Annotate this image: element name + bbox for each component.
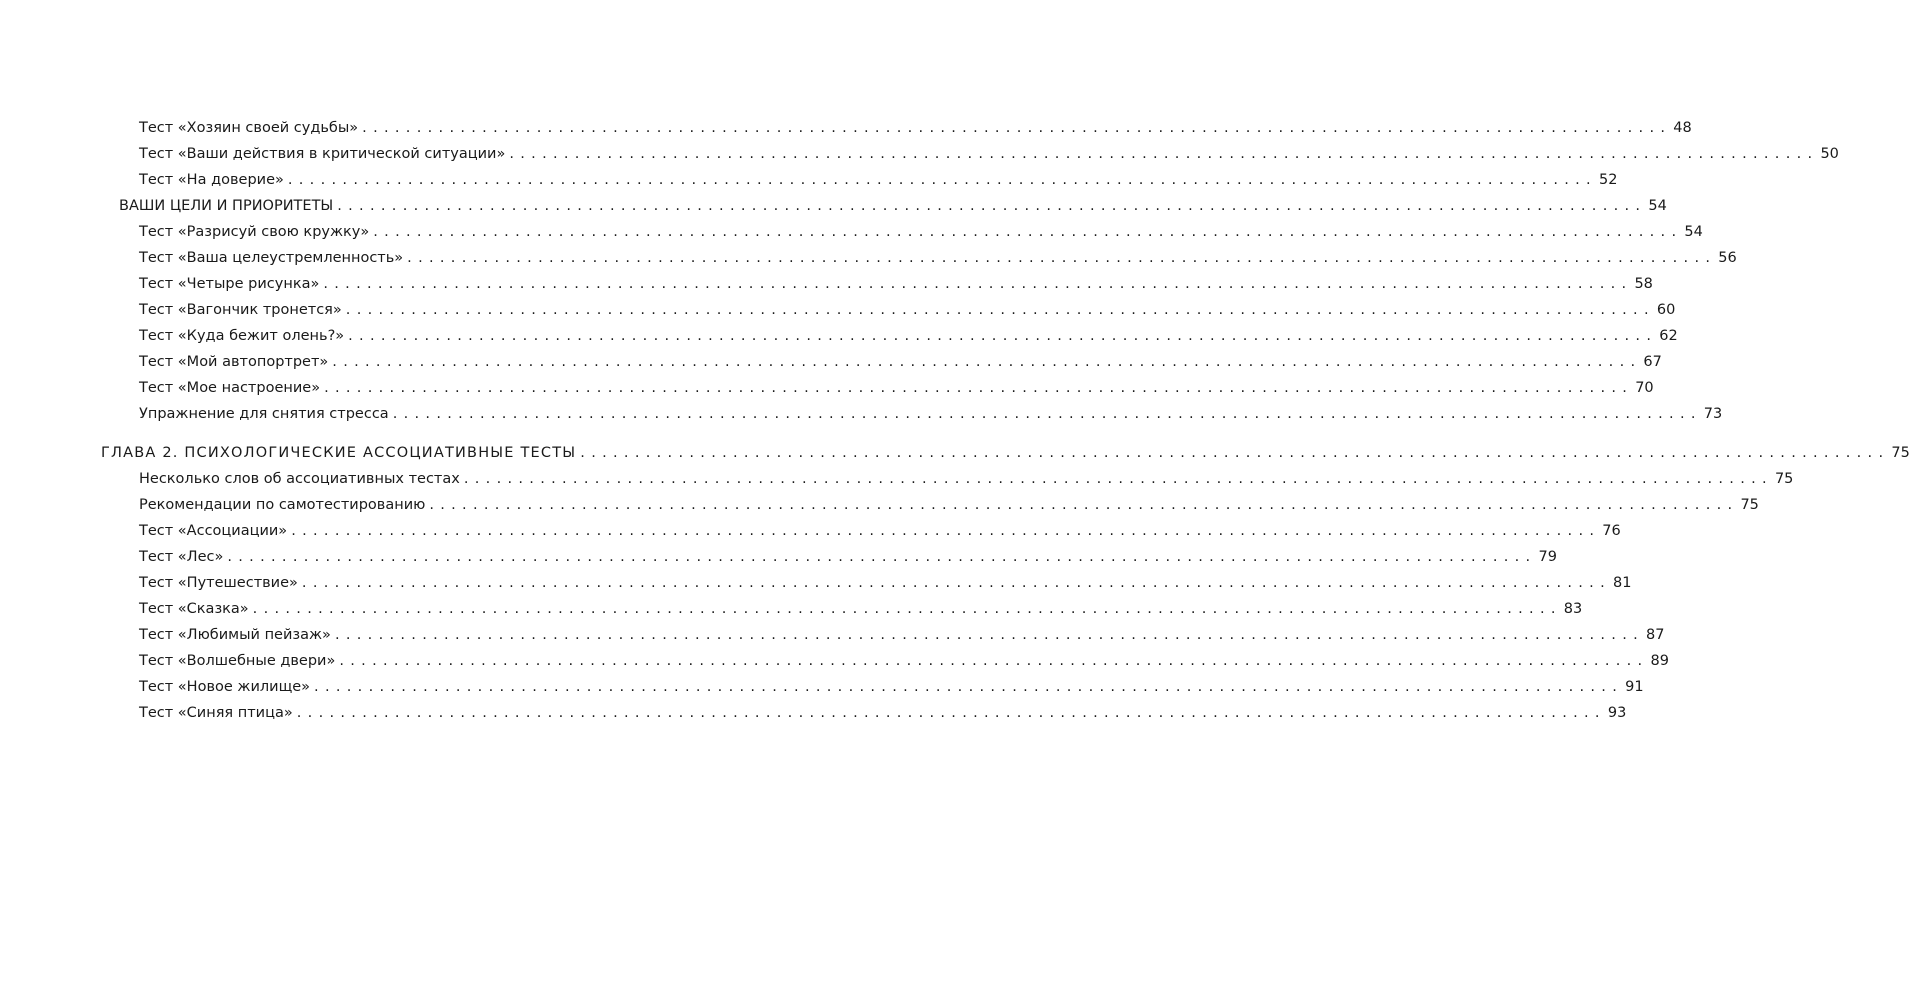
toc-entry[interactable]: [139, 598, 1583, 620]
toc-entry-page: 93: [1607, 705, 1627, 721]
toc-entry-page: 58: [1634, 276, 1653, 292]
toc-entry[interactable]: [139, 247, 1737, 269]
toc-entry[interactable]: [139, 650, 1669, 672]
toc-entry[interactable]: [139, 143, 1839, 165]
toc-leader-dots: ........................................................................................................................: [407, 250, 1717, 266]
toc-entry-page: 91: [1625, 679, 1644, 695]
toc-entry-page: 50: [1820, 146, 1839, 162]
toc-leader-dots: ........................................................................................................................: [332, 354, 1642, 370]
toc-entry-page: 70: [1635, 380, 1654, 396]
toc-leader-dots: ........................................................................................................................: [323, 276, 1633, 292]
toc-entry-title: Упражнение для снятия стресса: [139, 406, 389, 422]
toc-leader-dots: ........................................................................................................................: [345, 302, 1655, 318]
toc-entry-title: Тест «Разрисуй свою кружку»: [139, 224, 370, 240]
toc-leader-dots: ........................................................................................................................: [301, 575, 1612, 591]
toc-entry[interactable]: [139, 273, 1653, 295]
toc-entry[interactable]: [139, 403, 1723, 425]
toc-leader-dots: ........................................................................................................................: [334, 627, 1645, 643]
toc-leader-dots: ........................................................................................................................: [392, 406, 1702, 422]
toc-entry-page: 79: [1538, 549, 1557, 565]
toc-entry-title: Тест «Вагончик тронется»: [139, 302, 342, 318]
toc-entry-title: Тест «Лес»: [139, 549, 224, 565]
toc-leader-dots: ........................................................................................................................: [287, 172, 1597, 188]
toc-entry-title: Рекомендации по самотестированию: [139, 497, 426, 513]
toc-entry-title: Тест «Путешествие»: [139, 575, 298, 591]
toc-entry[interactable]: [139, 572, 1632, 594]
toc-leader-dots: ........................................................................................................................: [429, 497, 1739, 513]
toc-entry-title: Тест «На доверие»: [139, 172, 284, 188]
toc-entry[interactable]: [139, 221, 1703, 243]
toc-entry-title: Несколько слов об ассоциативных тестах: [139, 471, 460, 487]
toc-entry-page: 48: [1673, 120, 1692, 136]
toc-entry-page: 76: [1602, 523, 1621, 539]
toc-entry[interactable]: [139, 494, 1759, 516]
toc-entry-page: 54: [1684, 224, 1703, 240]
toc-entry-title: Тест «Синяя птица»: [139, 705, 293, 721]
toc-leader-dots: ........................................................................................................................: [373, 224, 1683, 240]
toc-entry-title: Тест «Ваша целеустремленность»: [139, 250, 404, 266]
toc-entry-title: Тест «Хозяин своей судьбы»: [139, 120, 359, 136]
toc-entry[interactable]: [139, 351, 1662, 373]
toc-entry[interactable]: [139, 299, 1676, 321]
toc-leader-dots: ........................................................................................................................: [348, 328, 1658, 344]
toc-entry-page: 89: [1650, 653, 1669, 669]
toc-leader-dots: ........................................................................................................................: [337, 198, 1647, 214]
toc-entry-page: 54: [1648, 198, 1667, 214]
toc-entry-title: Тест «Сказка»: [139, 601, 249, 617]
toc-leader-dots: ........................................................................................................................: [509, 146, 1819, 162]
toc-leader-dots: ........................................................................................................................: [580, 445, 1890, 461]
toc-leader-dots: ........................................................................................................................: [324, 380, 1634, 396]
toc-entry-page: 83: [1563, 601, 1583, 617]
toc-entry-title: Тест «Любимый пейзаж»: [139, 627, 331, 643]
toc-entry-page: 87: [1646, 627, 1665, 643]
toc-leader-dots: ........................................................................................................................: [362, 120, 1672, 136]
toc-entry-title: Тест «Мой автопортрет»: [139, 354, 329, 370]
toc-leader-dots: ........................................................................................................................: [227, 549, 1537, 565]
toc-entry-title: Тест «Ваши действия в критической ситуации»: [139, 146, 506, 162]
toc-entry-title: Тест «Волшебные двери»: [139, 653, 336, 669]
toc-entry-title: Тест «Мое настроение»: [139, 380, 321, 396]
toc-entry-page: 75: [1740, 497, 1759, 513]
toc-entry-page: 60: [1656, 302, 1676, 318]
toc-entry[interactable]: [139, 702, 1627, 724]
toc-leader-dots: ........................................................................................................................: [339, 653, 1649, 669]
toc-leader-dots: ........................................................................................................................: [291, 523, 1601, 539]
toc-entry-page: 62: [1659, 328, 1678, 344]
toc-entry-page: 75: [1891, 445, 1910, 461]
toc-entry-page: 67: [1643, 354, 1662, 370]
toc-entry-page: 56: [1718, 250, 1737, 266]
toc-entry[interactable]: [139, 325, 1678, 347]
toc-leader-dots: ........................................................................................................................: [252, 601, 1562, 617]
toc-section-heading[interactable]: [119, 195, 1667, 217]
toc-entry[interactable]: [139, 117, 1692, 139]
toc-entry-page: 73: [1703, 406, 1723, 422]
toc-entry[interactable]: [139, 468, 1794, 490]
toc-entry-title: Тест «Новое жилище»: [139, 679, 311, 695]
toc-entry-title: Тест «Четыре рисунка»: [139, 276, 320, 292]
toc-entry-page: 81: [1613, 575, 1632, 591]
toc-entry-title: ВАШИ ЦЕЛИ И ПРИОРИТЕТЫ: [119, 198, 334, 214]
toc-entry-page: 75: [1774, 471, 1794, 487]
toc-entry[interactable]: [139, 377, 1654, 399]
toc-entry-title: ГЛАВА 2. ПСИХОЛОГИЧЕСКИЕ АССОЦИАТИВНЫЕ ТЕСТЫ: [101, 445, 577, 461]
toc-entry-title: Тест «Куда бежит олень?»: [139, 328, 345, 344]
toc-entry[interactable]: [139, 520, 1621, 542]
toc-entry[interactable]: [139, 676, 1644, 698]
toc-leader-dots: ........................................................................................................................: [296, 705, 1606, 721]
toc-leader-dots: ........................................................................................................................: [463, 471, 1773, 487]
toc-chapter-heading[interactable]: [101, 442, 1910, 464]
toc-entry[interactable]: [139, 624, 1665, 646]
toc-leader-dots: ........................................................................................................................: [314, 679, 1624, 695]
toc-entry-page: 52: [1598, 172, 1618, 188]
toc-entry-title: Тест «Ассоциации»: [139, 523, 288, 539]
toc-entry[interactable]: [139, 546, 1557, 568]
toc-entry[interactable]: [139, 169, 1618, 191]
